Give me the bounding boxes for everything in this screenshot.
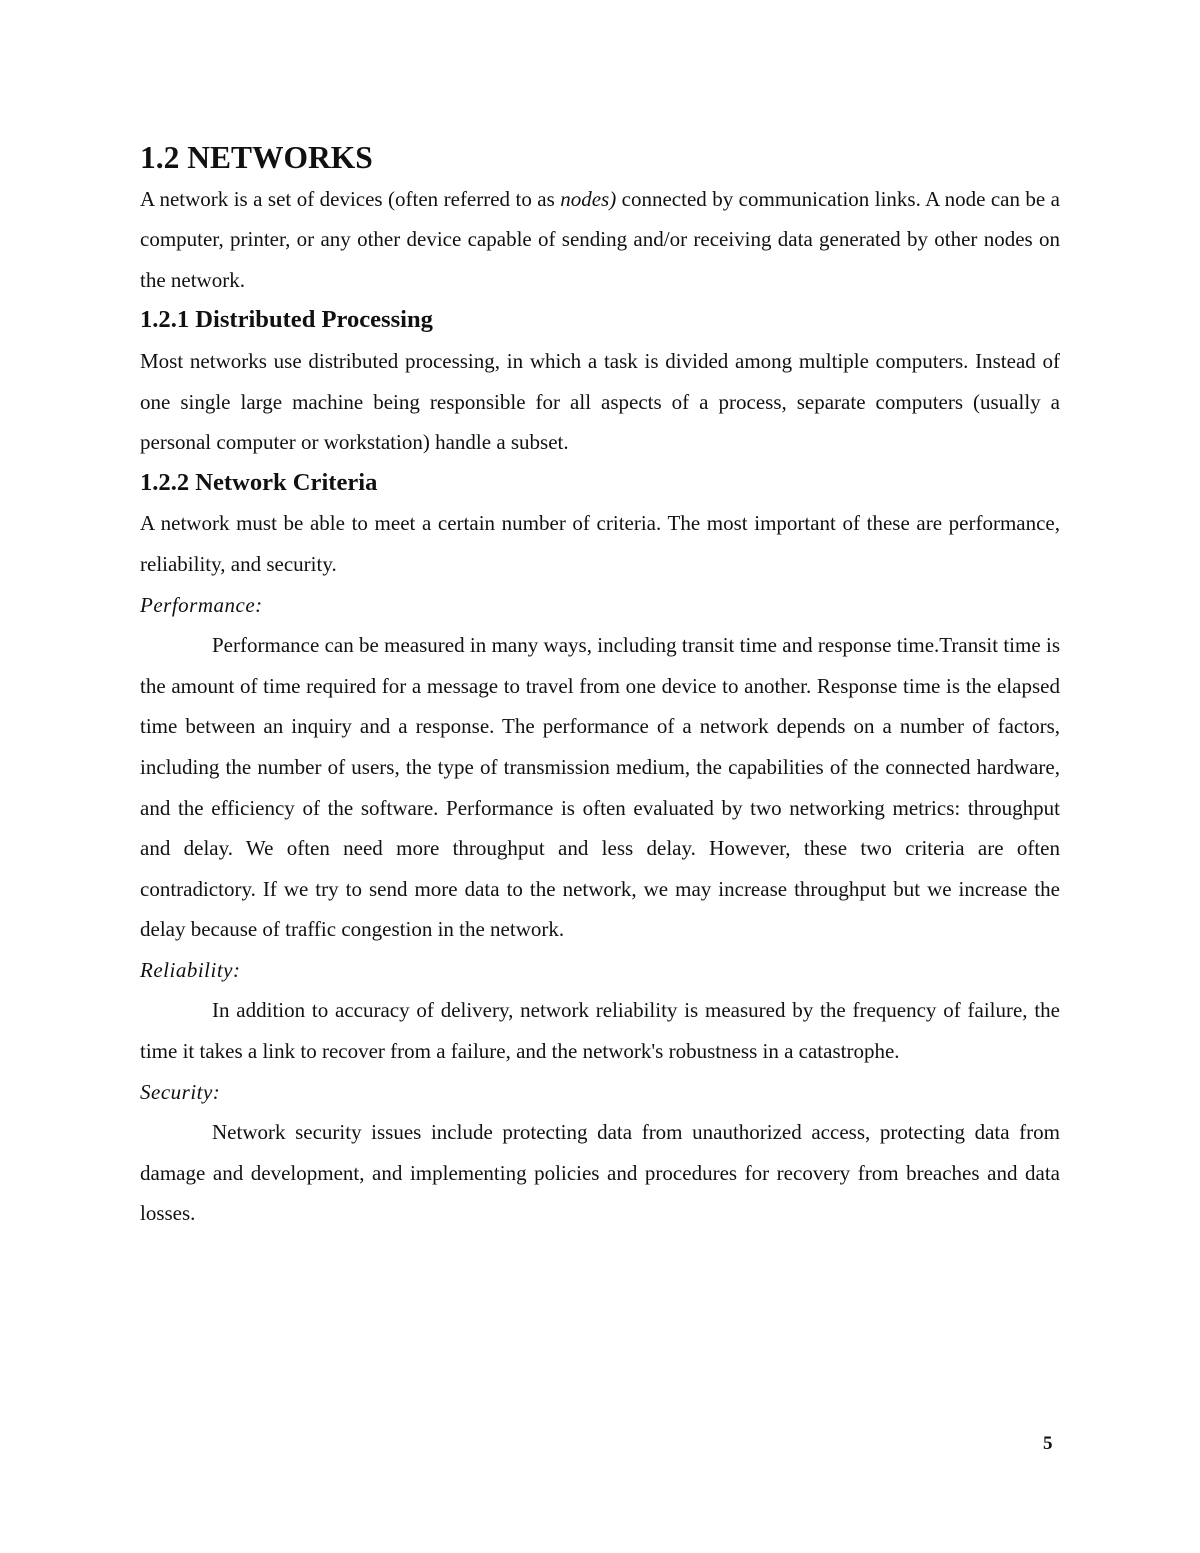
subsection-heading-distributed-processing: 1.2.1 Distributed Processing	[140, 306, 433, 334]
section-heading-networks: 1.2 NETWORKS	[140, 140, 373, 175]
security-paragraph: Network security issues include protecting data from unauthorized access, protecting data from damage and development, and implementing policies and procedures for recovery from breaches and data losses.	[140, 1120, 1060, 1226]
subsection-heading-network-criteria: 1.2.2 Network Criteria	[140, 468, 378, 496]
network-criteria-paragraph: A network must be able to meet a certain number of criteria. The most important of these are performance, reliability, and security.	[140, 511, 1060, 576]
reliability-paragraph: In addition to accuracy of delivery, network reliability is measured by the frequency of failure, the time it takes a link to recover from a failure, and the network's robustness in a catastrophe.	[140, 998, 1060, 1064]
performance-paragraph: Performance can be measured in many ways, including transit time and response time.Transit time is the amount of time required for a message to travel from one device to another. Response time is the elapsed time between an inquiry and a response. The performance of a network depends on a number of factors, including the number of users, the type of transmission medium, the capabilities of the connected hardware, and the efficiency of the software. Performance is often evaluated by two networking metrics: throughput and delay. We often need more throughput and less delay. However, these two criteria are often contradictory. If we try to send more data to the network, we may increase throughput but we increase the delay because of traffic congestion in the network.	[140, 633, 1060, 942]
intro-italic-term: nodes)	[560, 186, 617, 211]
networks-intro-paragraph	[140, 179, 1060, 301]
reliability-label: Reliability:	[140, 957, 241, 982]
intro-text-end: connected by communication links. A node can be a computer, printer, or any other device capable of sending and/or receiving data generated by other nodes on the network.	[140, 186, 1061, 292]
page-number: 5	[1043, 1433, 1053, 1454]
performance-label: Performance:	[140, 592, 263, 617]
security-label: Security:	[140, 1079, 221, 1104]
document-page	[140, 138, 1060, 1234]
intro-text-start: A network is a set of devices (often referred to as	[140, 186, 561, 211]
distributed-processing-paragraph: Most networks use distributed processing, in which a task is divided among multiple computers. Instead of one single large machine being responsible for all aspects of a process, separate computers (usually a personal computer or workstation) handle a subset.	[140, 348, 1060, 455]
